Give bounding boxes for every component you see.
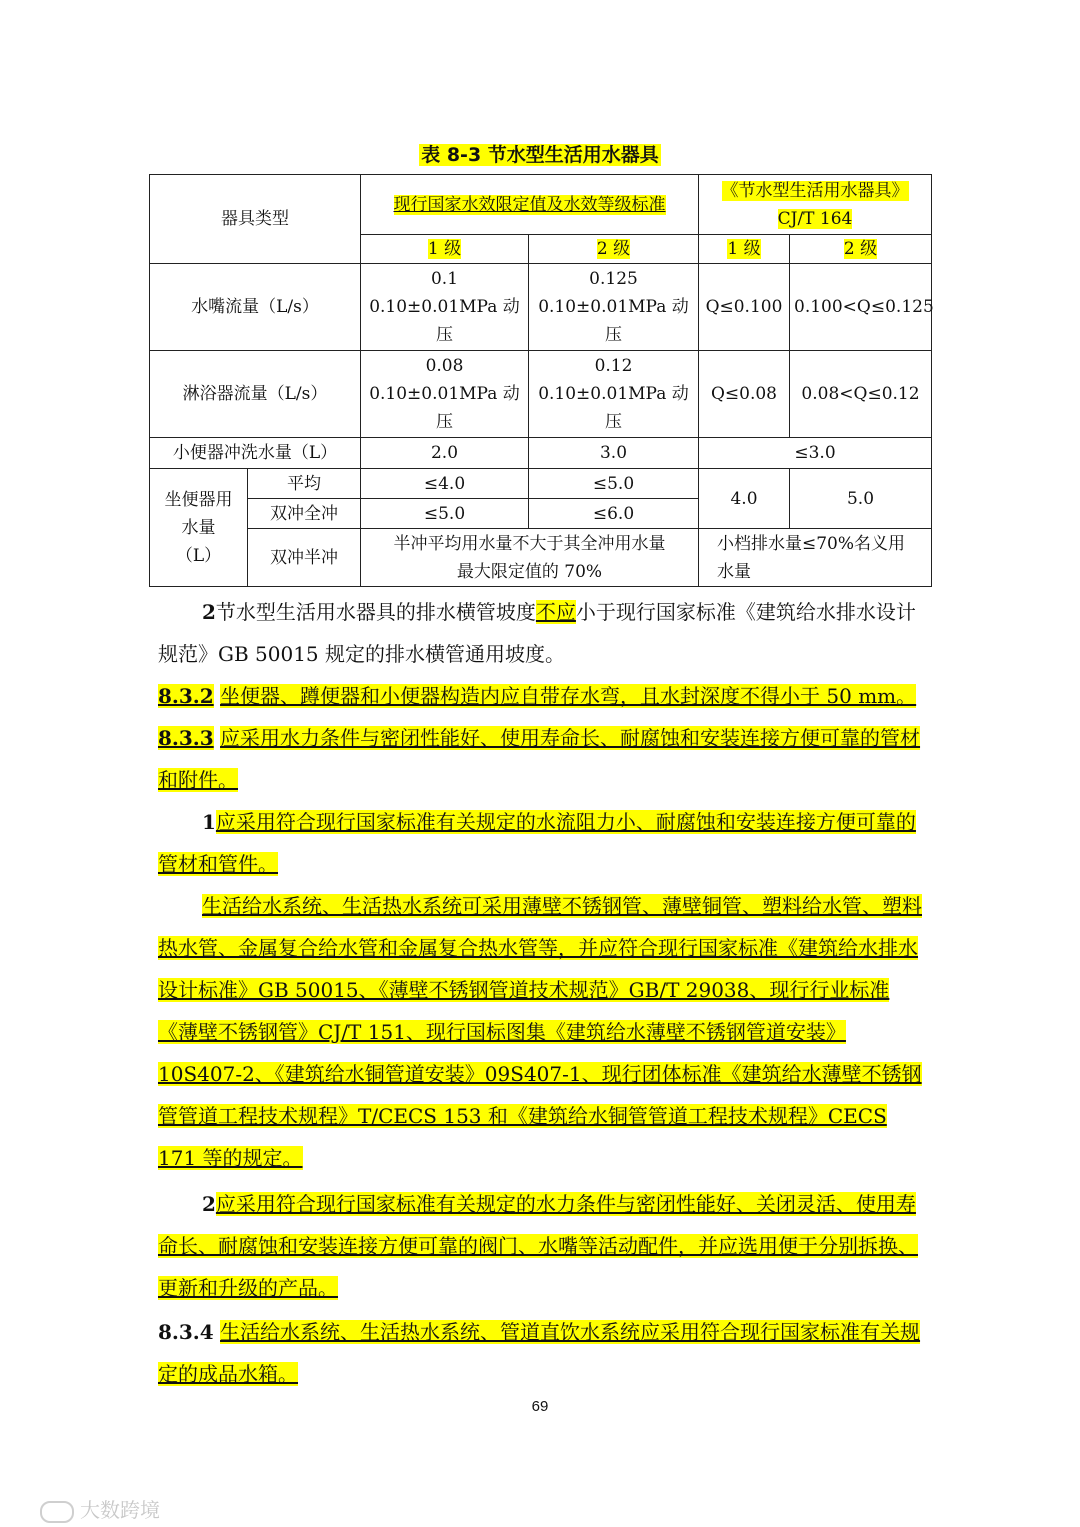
header-g2-level2: 2 级 <box>790 235 932 264</box>
header-type: 器具类型 <box>150 175 361 264</box>
table-cell: 0.08<Q≤0.12 <box>790 351 932 438</box>
header-group1: 现行国家水效限定值及水效等级标准 <box>361 175 699 235</box>
table-cell: ≤6.0 <box>529 499 699 529</box>
header-g1-level1: 1 级 <box>361 235 529 264</box>
header-group2: 《节水型生活用水器具》 CJ/T 164 <box>699 175 932 235</box>
sub-label: 双冲全冲 <box>248 499 361 529</box>
table-row <box>150 264 932 351</box>
clause-8-3-3-item-1-detail: 生活给水系统、生活热水系统可采用薄壁不锈钢管、薄壁铜管、塑料给水管、塑料热水管、金属复合给水管和金属复合热水管等，并应符合现行国家标准《建筑给水排水设计标准》GB 50015、《薄壁不锈钢管道技术规范》GB/T 29038、现行行业标准《薄壁不锈钢管》CJ/T 151、现行国标图集《建筑给水薄壁不锈钢管道安装》10S407-2、《建筑给水铜管道安装》09S407-1、现行团体标准《建筑给水薄壁不锈钢管管道工程技术规程》T/CECS 153 和《建筑给水铜管管道工程技术规程》CECS 171 等的规定。 <box>158 894 922 1170</box>
table-cell: Q≤0.08 <box>699 351 790 438</box>
row-label: 淋浴器流量（L/s） <box>150 351 361 438</box>
watermark: 大数跨境 <box>40 1494 160 1523</box>
table-row <box>150 469 932 499</box>
clause-8-3-4: 8.3.4 生活给水系统、生活热水系统、管道直饮水系统应采用符合现行国家标准有关规定的成品水箱。 <box>158 1320 921 1386</box>
page-number: 69 <box>531 1398 549 1415</box>
clause-8-3-2: 8.3.2 坐便器、蹲便器和小便器构造内应自带存水弯，且水封深度不得小于 50 mm。 <box>158 684 917 708</box>
header-g1-level2: 2 级 <box>529 235 699 264</box>
table-row <box>150 438 932 469</box>
clause-8-3-3-item-1: 1应采用符合现行国家标准有关规定的水流阻力小、耐腐蚀和安装连接方便可靠的管材和管件。 <box>158 810 916 876</box>
table-cell: 3.0 <box>529 438 699 469</box>
sub-label: 双冲半冲 <box>248 529 361 587</box>
table-cell: 4.0 <box>699 469 790 529</box>
table-cell: ≤5.0 <box>529 469 699 499</box>
clause-8-3-1-item-2: 2节水型生活用水器具的排水横管坡度不应小于现行国家标准《建筑给水排水设计规范》GB 50015 规定的排水横管通用坡度。 <box>158 600 916 666</box>
table-cell: Q≤0.100 <box>699 264 790 351</box>
table-cell: 半冲平均用水量不大于其全冲用水量 最大限定值的 70% <box>361 529 699 587</box>
table-cell: 2.0 <box>361 438 529 469</box>
table-cell: 0.1 0.10±0.01MPa 动 压 <box>361 264 529 351</box>
table-title-text: 表 8-3 节水型生活用水器具 <box>421 144 659 166</box>
table-cell: 小档排水量≤70%名义用 水量 <box>699 529 932 587</box>
sub-label: 平均 <box>248 469 361 499</box>
table-row <box>150 529 932 587</box>
table-cell: 0.100<Q≤0.125 <box>790 264 932 351</box>
row-label: 水嘴流量（L/s） <box>150 264 361 351</box>
row-label: 坐便器用 水量 （L） <box>150 469 248 587</box>
fixture-table <box>149 174 932 587</box>
header-g2-level1: 1 级 <box>699 235 790 264</box>
table-cell: ≤5.0 <box>361 499 529 529</box>
table-title <box>0 140 1080 167</box>
table-cell: ≤3.0 <box>699 438 932 469</box>
table-cell: 0.08 0.10±0.01MPa 动 压 <box>361 351 529 438</box>
table-cell: 0.125 0.10±0.01MPa 动 压 <box>529 264 699 351</box>
table-cell: 5.0 <box>790 469 932 529</box>
clause-8-3-3-item-2: 2应采用符合现行国家标准有关规定的水力条件与密闭性能好、关闭灵活、使用寿命长、耐腐蚀和安装连接方便可靠的阀门、水嘴等活动配件，并应选用便于分别拆换、更新和升级的产品。 <box>158 1192 918 1300</box>
table-row <box>150 351 932 438</box>
row-label: 小便器冲洗水量（L） <box>150 438 361 469</box>
clause-8-3-3: 8.3.3 应采用水力条件与密闭性能好、使用寿命长、耐腐蚀和安装连接方便可靠的管材和附件。 <box>158 726 921 792</box>
table-cell: ≤4.0 <box>361 469 529 499</box>
watermark-logo-icon <box>40 1501 74 1523</box>
table-cell: 0.12 0.10±0.01MPa 动 压 <box>529 351 699 438</box>
